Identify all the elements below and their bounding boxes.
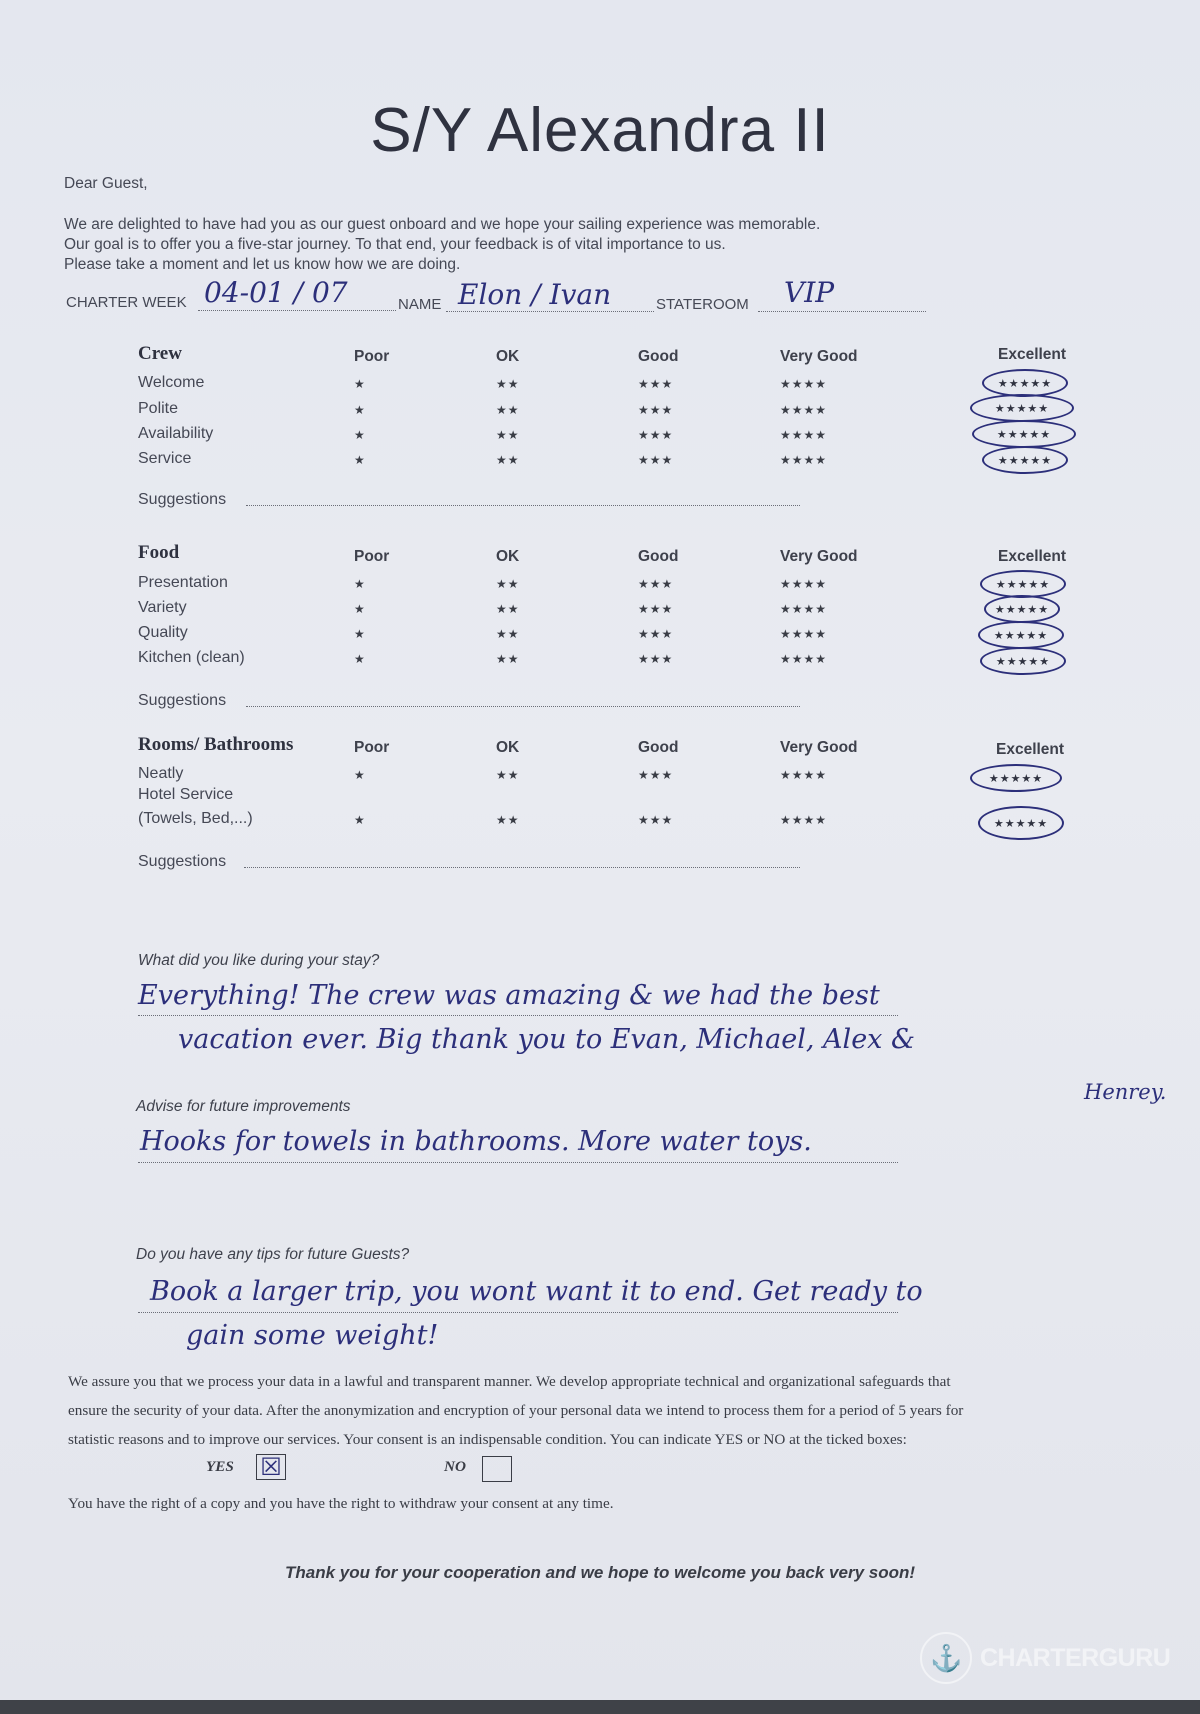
rating-good[interactable]: ★★★ xyxy=(638,377,674,391)
food-item-kitchen: Kitchen (clean) xyxy=(138,649,245,666)
page-bottom-edge xyxy=(0,1700,1200,1714)
crew-suggestions-line[interactable] xyxy=(246,505,800,506)
rating-ok[interactable]: ★★ xyxy=(496,453,520,467)
stateroom-label: STATEROOM xyxy=(656,296,749,313)
rating-excellent-selected[interactable]: ★★★★★ xyxy=(972,420,1076,448)
crew-suggestions-label: Suggestions xyxy=(138,491,227,508)
crew-col-very-good: Very Good xyxy=(780,348,858,365)
rooms-col-poor: Poor xyxy=(354,739,390,756)
rating-ok[interactable]: ★★ xyxy=(496,428,520,442)
crew-section-title: Crew xyxy=(138,343,182,364)
rating-poor[interactable]: ★ xyxy=(354,428,366,442)
crew-item-service: Service xyxy=(138,450,192,467)
rooms-suggestions-line[interactable] xyxy=(244,867,800,868)
rating-very-good[interactable]: ★★★★ xyxy=(780,428,828,442)
form-title: S/Y Alexandra II xyxy=(370,96,830,165)
name-label: NAME xyxy=(398,296,442,313)
rating-poor[interactable]: ★ xyxy=(354,652,366,666)
rooms-item-hotel-service: Hotel Service xyxy=(138,786,234,803)
crew-col-poor: Poor xyxy=(354,348,390,365)
crew-item-welcome: Welcome xyxy=(138,374,205,391)
question-tips-label: Do you have any tips for future Guests? xyxy=(136,1246,410,1263)
rating-excellent-selected[interactable]: ★★★★★ xyxy=(978,806,1064,840)
rating-poor[interactable]: ★ xyxy=(354,602,366,616)
rating-excellent-selected[interactable]: ★★★★★ xyxy=(982,369,1068,397)
consent-yes-label: YES xyxy=(206,1458,234,1475)
food-item-presentation: Presentation xyxy=(138,574,228,591)
watermark-text: CHARTERGURU xyxy=(980,1643,1171,1672)
rating-very-good[interactable]: ★★★★ xyxy=(780,652,828,666)
food-section-title: Food xyxy=(138,542,180,563)
rating-excellent-selected[interactable]: ★★★★★ xyxy=(978,621,1064,649)
rating-ok[interactable]: ★★ xyxy=(496,768,520,782)
question-tips-line xyxy=(138,1312,898,1313)
rating-good[interactable]: ★★★ xyxy=(638,403,674,417)
rating-very-good[interactable]: ★★★★ xyxy=(780,627,828,641)
food-col-excellent: Excellent xyxy=(998,548,1067,565)
rooms-col-good: Good xyxy=(638,739,679,756)
food-col-good: Good xyxy=(638,548,679,565)
consent-yes-checkbox[interactable] xyxy=(256,1454,286,1480)
intro-line-1: We are delighted to have had you as our guest onboard and we hope your sailing experience was memorable. xyxy=(64,216,821,233)
rooms-section-title: Rooms/ Bathrooms xyxy=(138,734,294,755)
rating-ok[interactable]: ★★ xyxy=(496,577,520,591)
food-item-quality: Quality xyxy=(138,624,188,641)
rating-excellent-selected[interactable]: ★★★★★ xyxy=(980,647,1066,675)
rating-good[interactable]: ★★★ xyxy=(638,768,674,782)
rating-good[interactable]: ★★★ xyxy=(638,428,674,442)
rating-excellent-selected[interactable]: ★★★★★ xyxy=(970,394,1074,422)
rating-poor[interactable]: ★ xyxy=(354,403,366,417)
rooms-item-hotel-service-detail: (Towels, Bed,...) xyxy=(138,810,253,827)
question-improvements-label: Advise for future improvements xyxy=(136,1098,351,1115)
rooms-col-ok: OK xyxy=(496,739,520,756)
legal-line-3: statistic reasons and to improve our services. Your consent is an indispensable condition. You can indicate YES or NO at the ticked boxes: xyxy=(68,1431,907,1448)
rating-excellent-selected[interactable]: ★★★★★ xyxy=(982,446,1068,474)
question-liked-answer-line-3[interactable]: Henrey. xyxy=(1084,1080,1167,1104)
rating-very-good[interactable]: ★★★★ xyxy=(780,602,828,616)
rating-good[interactable]: ★★★ xyxy=(638,652,674,666)
legal-line-1: We assure you that we process your data in a lawful and transparent manner. We develop appropriate technical and organizational safeguards that xyxy=(68,1373,951,1390)
question-improvements-line xyxy=(138,1162,898,1163)
rating-ok[interactable]: ★★ xyxy=(496,813,520,827)
consent-no-label: NO xyxy=(444,1458,466,1475)
rooms-col-very-good: Very Good xyxy=(780,739,858,756)
rating-very-good[interactable]: ★★★★ xyxy=(780,453,828,467)
rating-ok[interactable]: ★★ xyxy=(496,652,520,666)
rooms-col-excellent: Excellent xyxy=(996,741,1065,758)
rating-poor[interactable]: ★ xyxy=(354,453,366,467)
consent-no-checkbox[interactable] xyxy=(482,1456,512,1482)
charter-week-value[interactable]: 04-01 / 07 xyxy=(204,276,348,309)
name-line xyxy=(446,311,654,312)
intro-line-2: Our goal is to offer you a five-star journey. To that end, your feedback is of vital importance to us. xyxy=(64,236,726,253)
chartergure-watermark xyxy=(920,1632,1170,1684)
salutation: Dear Guest, xyxy=(64,175,148,192)
question-tips-answer-line-2[interactable]: gain some weight! xyxy=(186,1320,439,1351)
rating-good[interactable]: ★★★ xyxy=(638,602,674,616)
rating-ok[interactable]: ★★ xyxy=(496,377,520,391)
crew-col-ok: OK xyxy=(496,348,520,365)
food-col-ok: OK xyxy=(496,548,520,565)
closing-message: Thank you for your cooperation and we hope to welcome you back very soon! xyxy=(284,1563,916,1582)
question-improvements-answer[interactable]: Hooks for towels in bathrooms. More water toys. xyxy=(140,1126,812,1157)
crew-item-polite: Polite xyxy=(138,400,179,417)
rating-very-good[interactable]: ★★★★ xyxy=(780,577,828,591)
rating-very-good[interactable]: ★★★★ xyxy=(780,768,828,782)
rating-good[interactable]: ★★★ xyxy=(638,453,674,467)
rating-ok[interactable]: ★★ xyxy=(496,403,520,417)
food-col-poor: Poor xyxy=(354,548,390,565)
rating-poor[interactable]: ★ xyxy=(354,577,366,591)
rating-very-good[interactable]: ★★★★ xyxy=(780,813,828,827)
crew-col-excellent: Excellent xyxy=(998,346,1067,363)
rating-very-good[interactable]: ★★★★ xyxy=(780,403,828,417)
rating-good[interactable]: ★★★ xyxy=(638,627,674,641)
rating-good[interactable]: ★★★ xyxy=(638,577,674,591)
name-value[interactable]: Elon / Ivan xyxy=(458,278,612,311)
stateroom-line xyxy=(758,311,926,312)
rating-excellent-selected[interactable]: ★★★★★ xyxy=(980,570,1066,598)
stateroom-value[interactable]: VIP xyxy=(784,276,835,309)
charter-week-line xyxy=(198,310,396,311)
rights-text: You have the right of a copy and you have the right to withdraw your consent at any time. xyxy=(68,1495,614,1512)
question-liked-answer-line-2[interactable]: vacation ever. Big thank you to Evan, Michael, Alex & xyxy=(178,1024,916,1055)
rating-very-good[interactable]: ★★★★ xyxy=(780,377,828,391)
rating-ok[interactable]: ★★ xyxy=(496,602,520,616)
question-liked-answer-line-1[interactable]: Everything! The crew was amazing & we had the best xyxy=(138,980,880,1011)
legal-line-2: ensure the security of your data. After the anonymization and encryption of your personal data we intend to process them for a period of 5 years for xyxy=(68,1402,964,1419)
rating-poor[interactable]: ★ xyxy=(354,377,366,391)
rooms-item-neatly: Neatly xyxy=(138,765,184,782)
rating-poor[interactable]: ★ xyxy=(354,813,366,827)
rating-poor[interactable]: ★ xyxy=(354,768,366,782)
intro-line-3: Please take a moment and let us know how we are doing. xyxy=(64,256,461,273)
rooms-suggestions-label: Suggestions xyxy=(138,853,227,870)
rating-excellent-selected[interactable]: ★★★★★ xyxy=(984,595,1060,623)
question-tips-answer-line-1[interactable]: Book a larger trip, you wont want it to end. Get ready to xyxy=(150,1276,923,1307)
charter-week-label: CHARTER WEEK xyxy=(66,294,187,311)
food-suggestions-label: Suggestions xyxy=(138,692,227,709)
anchor-logo-icon: ⚓ xyxy=(920,1632,972,1684)
checkmark-x-icon: ☒ xyxy=(260,1453,282,1481)
rating-excellent-selected[interactable]: ★★★★★ xyxy=(970,764,1062,792)
rating-good[interactable]: ★★★ xyxy=(638,813,674,827)
food-suggestions-line[interactable] xyxy=(246,706,800,707)
food-col-very-good: Very Good xyxy=(780,548,858,565)
rating-poor[interactable]: ★ xyxy=(354,627,366,641)
question-liked-label: What did you like during your stay? xyxy=(138,952,380,969)
crew-col-good: Good xyxy=(638,348,679,365)
rating-ok[interactable]: ★★ xyxy=(496,627,520,641)
question-liked-line xyxy=(138,1015,898,1016)
crew-item-availability: Availability xyxy=(138,425,214,442)
food-item-variety: Variety xyxy=(138,599,187,616)
